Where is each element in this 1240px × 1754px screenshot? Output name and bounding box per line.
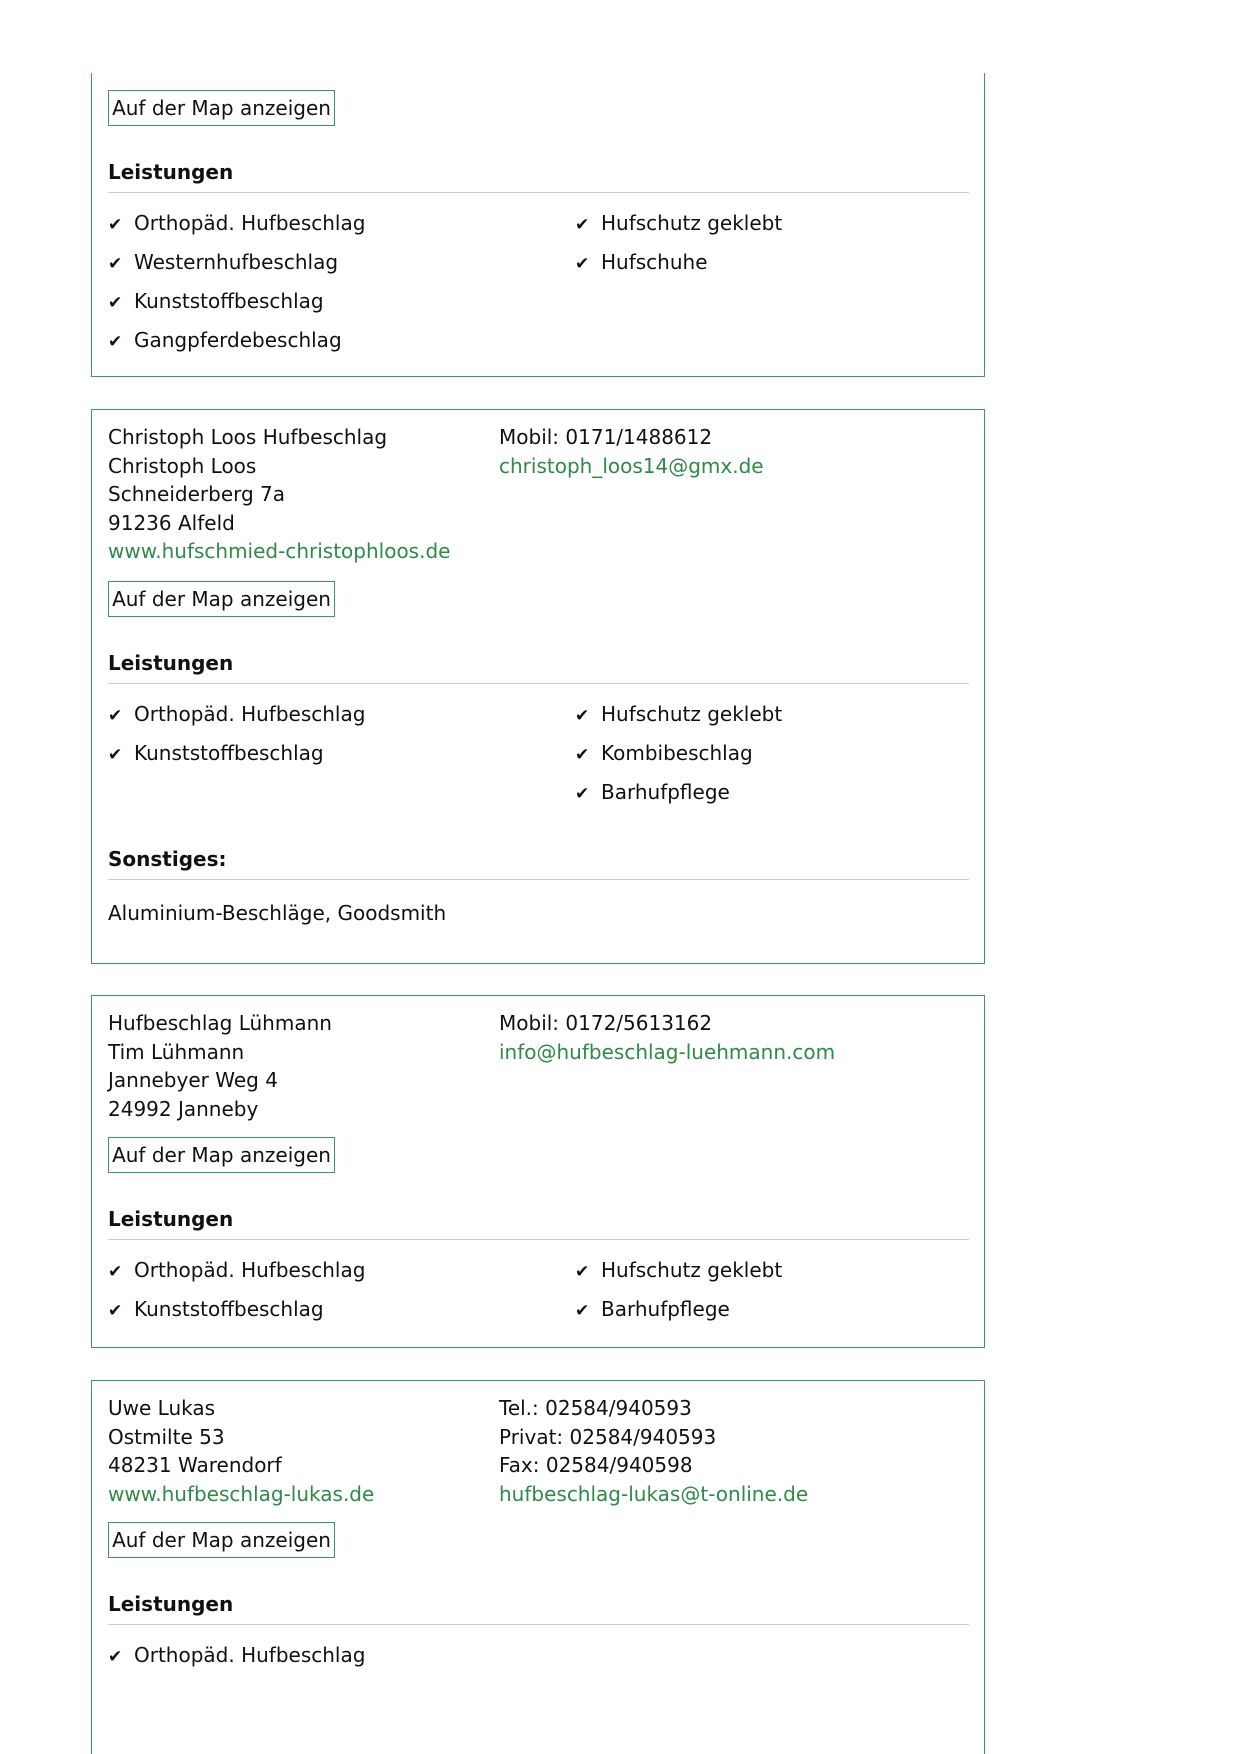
service-item	[575, 250, 708, 276]
contact-block	[499, 1394, 808, 1508]
service-label: Orthopäd. Hufbeschlag	[134, 702, 366, 726]
email-link[interactable]: info@hufbeschlag-luehmann.com	[499, 1039, 836, 1064]
contact-person: Tim Lühmann	[108, 1039, 245, 1064]
email-link[interactable]: hufbeschlag-lukas@t-online.de	[499, 1481, 809, 1506]
service-item	[108, 250, 338, 276]
fax: Fax: 02584/940598	[499, 1453, 693, 1477]
service-item	[575, 702, 782, 728]
farrier-card	[91, 409, 985, 964]
divider	[108, 1239, 969, 1240]
service-item	[575, 780, 730, 806]
email-link[interactable]: christoph_loos14@gmx.de	[499, 453, 764, 478]
divider	[108, 683, 969, 684]
check-icon: ✔	[108, 215, 123, 235]
service-label: Barhufpflege	[601, 1297, 730, 1321]
service-item	[108, 1643, 365, 1669]
phone-mobile: Mobil: 0171/1488612	[499, 425, 713, 449]
service-item	[575, 211, 782, 237]
contact-person: Christoph Loos	[108, 453, 257, 478]
service-label: Kunststoffbeschlag	[134, 289, 324, 313]
service-item	[108, 1297, 324, 1323]
check-icon: ✔	[575, 706, 590, 726]
services-heading: Leistungen	[108, 1592, 234, 1616]
other-heading: Sonstiges:	[108, 847, 227, 871]
address-block	[108, 423, 450, 566]
service-item	[575, 741, 753, 767]
service-item	[575, 1258, 782, 1284]
contact-block	[499, 423, 764, 480]
service-item	[575, 1297, 730, 1323]
street: Ostmilte 53	[108, 1424, 225, 1449]
contact-block	[499, 1009, 835, 1066]
service-item	[108, 702, 365, 728]
check-icon: ✔	[108, 706, 123, 726]
check-icon: ✔	[108, 1262, 123, 1282]
service-label: Barhufpflege	[601, 780, 730, 804]
services-heading: Leistungen	[108, 160, 234, 184]
services-heading: Leistungen	[108, 1207, 234, 1231]
check-icon: ✔	[575, 745, 590, 765]
service-item	[108, 289, 324, 315]
check-icon: ✔	[108, 332, 123, 352]
farrier-card	[91, 995, 985, 1348]
company-name: Hufbeschlag Lühmann	[108, 1011, 332, 1035]
check-icon: ✔	[108, 1647, 123, 1667]
city: 24992 Janneby	[108, 1096, 259, 1121]
other-text: Aluminium-Beschläge, Goodsmith	[108, 901, 447, 925]
service-item	[108, 211, 365, 237]
phone-private: Privat: 02584/940593	[499, 1424, 717, 1449]
website-link[interactable]: www.hufschmied-christophloos.de	[108, 539, 451, 563]
service-label: Gangpferdebeschlag	[134, 328, 342, 352]
service-item	[108, 1258, 365, 1284]
check-icon: ✔	[575, 1262, 590, 1282]
check-icon: ✔	[108, 254, 123, 274]
street: Schneiderberg 7a	[108, 482, 286, 506]
service-item	[108, 741, 324, 767]
street: Jannebyer Weg 4	[108, 1068, 278, 1092]
check-icon: ✔	[575, 784, 590, 804]
address-block	[108, 1394, 374, 1508]
check-icon: ✔	[575, 215, 590, 235]
show-on-map-button[interactable]: Auf der Map anzeigen	[108, 1137, 335, 1173]
farrier-card	[91, 1380, 985, 1754]
service-label: Hufschuhe	[601, 250, 708, 274]
phone-mobile: Mobil: 0172/5613162	[499, 1011, 713, 1035]
check-icon: ✔	[575, 254, 590, 274]
show-on-map-button[interactable]: Auf der Map anzeigen	[108, 1522, 335, 1558]
city: 91236 Alfeld	[108, 510, 235, 535]
city: 48231 Warendorf	[108, 1453, 282, 1477]
service-label: Hufschutz geklebt	[601, 1258, 783, 1282]
service-label: Kunststoffbeschlag	[134, 1297, 324, 1321]
phone-landline: Tel.: 02584/940593	[499, 1396, 692, 1420]
service-label: Kunststoffbeschlag	[134, 741, 324, 765]
check-icon: ✔	[108, 293, 123, 313]
show-on-map-button[interactable]: Auf der Map anzeigen	[108, 90, 335, 126]
service-label: Orthopäd. Hufbeschlag	[134, 1258, 366, 1282]
company-name: Christoph Loos Hufbeschlag	[108, 425, 388, 449]
show-on-map-button[interactable]: Auf der Map anzeigen	[108, 581, 335, 617]
services-heading: Leistungen	[108, 651, 234, 675]
divider	[108, 1624, 969, 1625]
service-label: Kombibeschlag	[601, 741, 753, 765]
website-link[interactable]: www.hufbeschlag-lukas.de	[108, 1481, 375, 1506]
service-item	[108, 328, 342, 354]
farrier-card	[91, 73, 985, 377]
check-icon: ✔	[108, 1301, 123, 1321]
contact-person: Uwe Lukas	[108, 1396, 216, 1420]
divider	[108, 879, 969, 880]
check-icon: ✔	[108, 745, 123, 765]
service-label: Orthopäd. Hufbeschlag	[134, 1643, 366, 1667]
service-label: Orthopäd. Hufbeschlag	[134, 211, 366, 235]
service-label: Hufschutz geklebt	[601, 702, 783, 726]
address-block	[108, 1009, 332, 1123]
divider	[108, 192, 969, 193]
service-label: Westernhufbeschlag	[134, 250, 339, 274]
check-icon: ✔	[575, 1301, 590, 1321]
service-label: Hufschutz geklebt	[601, 211, 783, 235]
